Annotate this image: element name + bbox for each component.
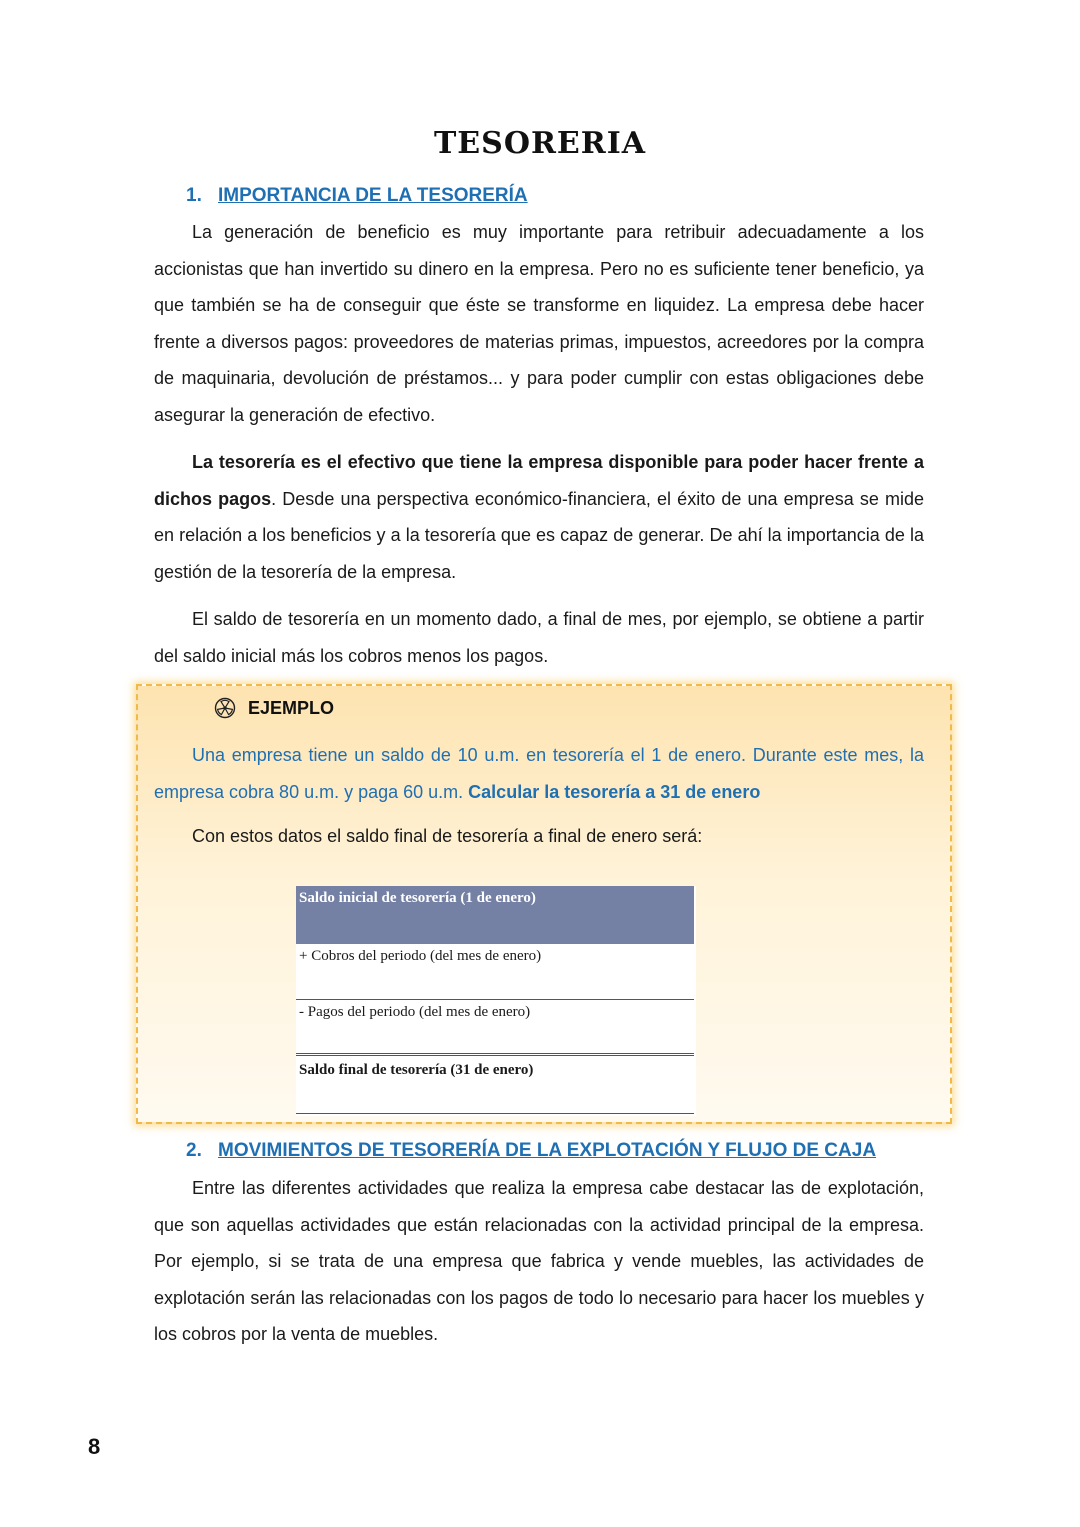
tesoreria-definition: La tesorería es el efectivo que tiene la empresa disponible para poder hacer frente a dichos pagos <box>154 452 924 509</box>
example-intro: Con estos datos el saldo final de tesorería a final de enero será: <box>192 826 703 846</box>
table-row: Saldo final de tesorería (31 de enero) <box>296 1058 694 1114</box>
section-1-number: 1. <box>186 185 202 206</box>
section-1-paragraph-3: El saldo de tesorería en un momento dado, a final de mes, por ejemplo, se obtiene a partir del saldo inicial más los cobros menos los pagos. <box>154 609 924 666</box>
section-2-number: 2. <box>186 1140 202 1161</box>
radiation-icon <box>214 697 236 719</box>
section-2-paragraph-1: Entre las diferentes actividades que realiza la empresa cabe destacar las de explotación, que son aquellas actividades que están relacionadas con la actividad principal de la empresa. Por ejemplo, si se trata de una empresa que fabrica y vende muebles, las actividades de explotación serán las relacionadas con los pagos de todo lo necesario para hacer los muebles y los cobros por la venta de muebles. <box>154 1178 924 1345</box>
example-question: Calcular la tesorería a 31 de enero <box>468 781 761 802</box>
section-1-title: IMPORTANCIA DE LA TESORERÍA <box>218 185 528 206</box>
paragraph-2-rest: . Desde una perspectiva económico-financiera, el éxito de una empresa se mide en relación a los beneficios y a la tesorería que es capaz de generar. De ahí la importancia de la gestión de la tesorería de la empresa. <box>154 488 924 582</box>
section-2-title: MOVIMIENTOS DE TESORERÍA DE LA EXPLOTACIÓN Y FLUJO DE CAJA <box>218 1140 877 1161</box>
example-statement-text: Una empresa tiene un saldo de 10 u.m. en tesorería el 1 de enero. Durante este mes, la empresa cobra 80 u.m. y paga 60 u.m. <box>154 745 924 802</box>
table-row: + Cobros del periodo (del mes de enero) <box>296 944 694 1000</box>
table-row: - Pagos del periodo (del mes de enero) <box>296 1000 694 1056</box>
page-number: 8 <box>88 1434 101 1459</box>
section-1-paragraph-1: La generación de beneficio es muy importante para retribuir adecuadamente a los accionistas que han invertido su dinero en la empresa. Pero no es suficiente tener beneficio, ya que también se ha de conseguir que éste se transforme en liquidez. La empresa debe hacer frente a diversos pagos: proveedores de materias primas, impuestos, acreedores por la compra de maquinaria, devolución de préstamos... y para poder cumplir con estas obligaciones debe asegurar la generación de efectivo. <box>154 222 924 425</box>
table-row: Saldo inicial de tesorería (1 de enero) <box>296 886 694 944</box>
example-statement <box>154 737 924 810</box>
section-2-heading <box>186 1140 876 1162</box>
example-label: EJEMPLO <box>248 698 335 718</box>
page-title: TESORERIA <box>433 126 647 161</box>
section-1-heading <box>186 185 528 207</box>
treasury-table <box>296 886 696 1116</box>
section-1-paragraph-2 <box>154 444 924 590</box>
